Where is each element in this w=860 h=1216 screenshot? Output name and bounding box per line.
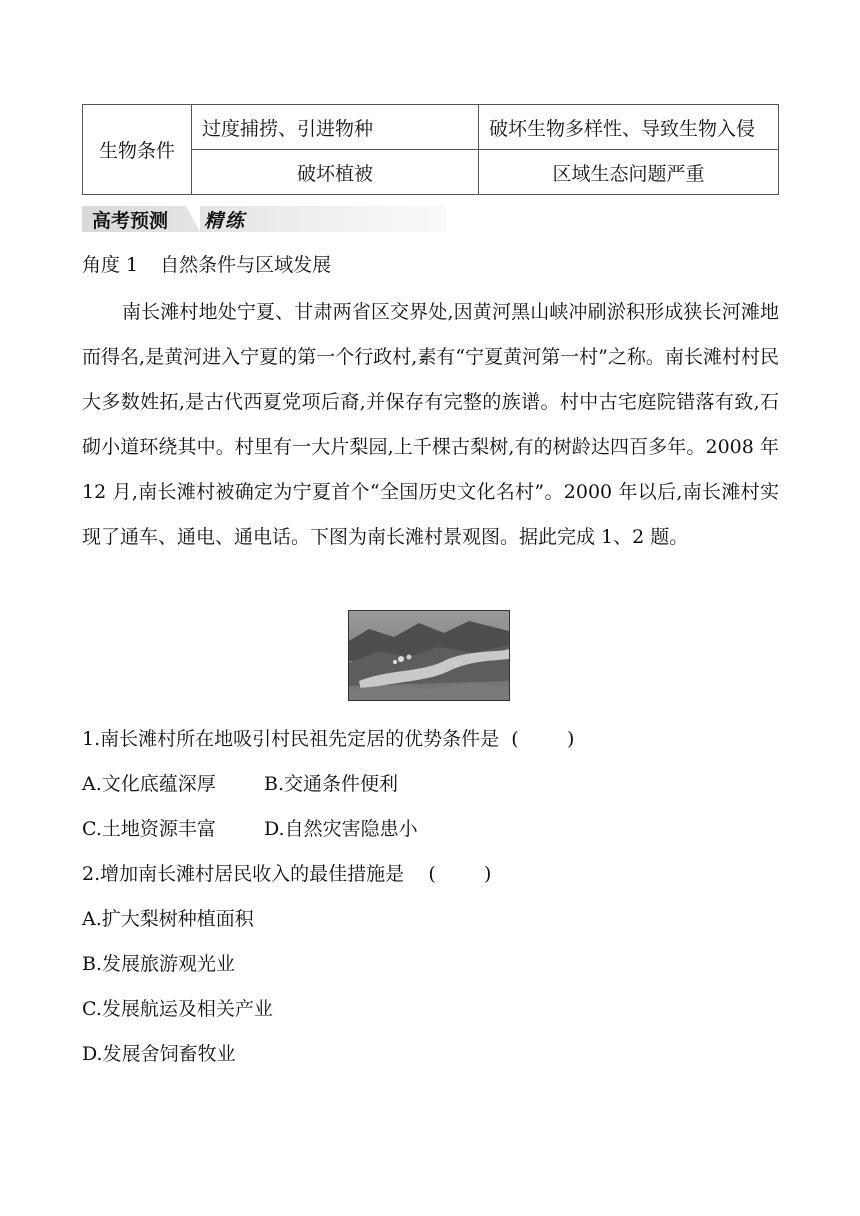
option-a[interactable]: A.文化底蕴深厚 bbox=[82, 773, 216, 795]
table-cell: 过度捕捞、引进物种 bbox=[192, 105, 479, 150]
conditions-table bbox=[82, 104, 779, 195]
option-a[interactable]: A.扩大梨树种植面积 bbox=[82, 908, 254, 930]
section-title: 自然条件与区域发展 bbox=[160, 254, 332, 276]
answer-paren: ( ) bbox=[428, 863, 492, 885]
question-2-stem: 2.增加南长滩村居民收入的最佳措施是 ( ) bbox=[82, 863, 492, 885]
option-d[interactable]: D.自然灾害隐患小 bbox=[264, 818, 418, 840]
section-banner bbox=[82, 206, 446, 232]
option-b[interactable]: B.发展旅游观光业 bbox=[82, 953, 236, 975]
option-c[interactable]: C.发展航运及相关产业 bbox=[82, 998, 273, 1020]
table-cell: 区域生态问题严重 bbox=[479, 150, 779, 195]
landscape-photo-icon bbox=[348, 610, 510, 701]
option-b[interactable]: B.交通条件便利 bbox=[264, 773, 399, 795]
answer-paren: ( ) bbox=[511, 728, 575, 750]
banner-title: 高考预测 bbox=[92, 210, 169, 232]
section-heading bbox=[82, 250, 331, 277]
section-label: 角度 1 bbox=[82, 254, 139, 276]
banner-subtitle: 精练 bbox=[204, 210, 247, 232]
row-header-cell: 生物条件 bbox=[83, 105, 192, 195]
table-cell: 破坏生物多样性、导致生物入侵 bbox=[479, 105, 779, 150]
option-d[interactable]: D.发展舍饲畜牧业 bbox=[82, 1043, 236, 1065]
table-row bbox=[83, 105, 779, 150]
question-1-stem: 1.南长滩村所在地吸引村民祖先定居的优势条件是 ( ) bbox=[82, 728, 575, 750]
banner-divider bbox=[186, 206, 200, 232]
option-c[interactable]: C.土地资源丰富 bbox=[82, 818, 216, 840]
table-cell: 破坏植被 bbox=[192, 150, 479, 195]
passage-text: 南长滩村地处宁夏、甘肃两省区交界处,因黄河黑山峡冲刷淤积形成狭长河滩地而得名,是黄河进入宁夏的第一个行政村,素有“宁夏黄河第一村”之称。南长滩村村民大多数姓拓,是古代西夏党项后裔,并保存有完整的族谱。村中古宅庭院错落有致,石砌小道环绕其中。村里有一大片梨园,上千棵古梨树,有的树龄达四百多年。2008 年 12 月,南长滩村被确定为宁夏首个“全国历史文化名村”。2000 年以后,南长滩村实现了通车、通电、通电话。下图为南长滩村景观图。据此完成 1、2 题。 bbox=[82, 301, 779, 548]
